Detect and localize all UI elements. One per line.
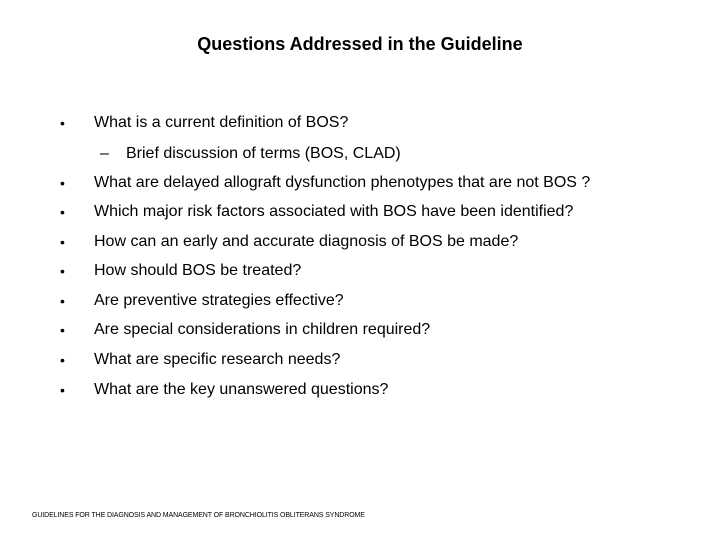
bullet-icon: •	[60, 175, 65, 191]
bullet-icon: •	[60, 115, 65, 131]
bullet-text-children: Are special considerations in children required?	[94, 321, 431, 338]
bullet-icon: •	[60, 234, 65, 250]
bullet-icon: •	[60, 352, 65, 368]
bullet-text-unanswered: What are the key unanswered questions?	[94, 381, 389, 398]
bullet-text-diagnosis: How can an early and accurate diagnosis of BOS be made?	[94, 233, 519, 250]
bullet-text-risk-factors: Which major risk factors associated with BOS have been identified?	[94, 203, 574, 220]
bullet-icon: •	[60, 204, 65, 220]
bullet-icon: •	[60, 382, 65, 398]
slide-footer: GUIDELINES FOR THE DIAGNOSIS AND MANAGEMENT OF BRONCHIOLITIS OBLITERANS SYNDROME	[32, 512, 365, 519]
dash-icon: –	[100, 145, 109, 162]
bullet-text-prevention: Are preventive strategies effective?	[94, 292, 344, 309]
bullet-icon: •	[60, 263, 65, 279]
bullet-text-definition: What is a current definition of BOS?	[94, 114, 349, 131]
bullet-text-phenotypes: What are delayed allograft dysfunction phenotypes that are not BOS ?	[94, 174, 591, 191]
sub-bullet-text-terms: Brief discussion of terms (BOS, CLAD)	[126, 145, 401, 162]
bullet-text-research-needs: What are specific research needs?	[94, 351, 341, 368]
slide-title: Questions Addressed in the Guideline	[197, 34, 523, 54]
bullet-icon: •	[60, 293, 65, 309]
bullet-text-treatment: How should BOS be treated?	[94, 262, 302, 279]
bullet-icon: •	[60, 322, 65, 338]
